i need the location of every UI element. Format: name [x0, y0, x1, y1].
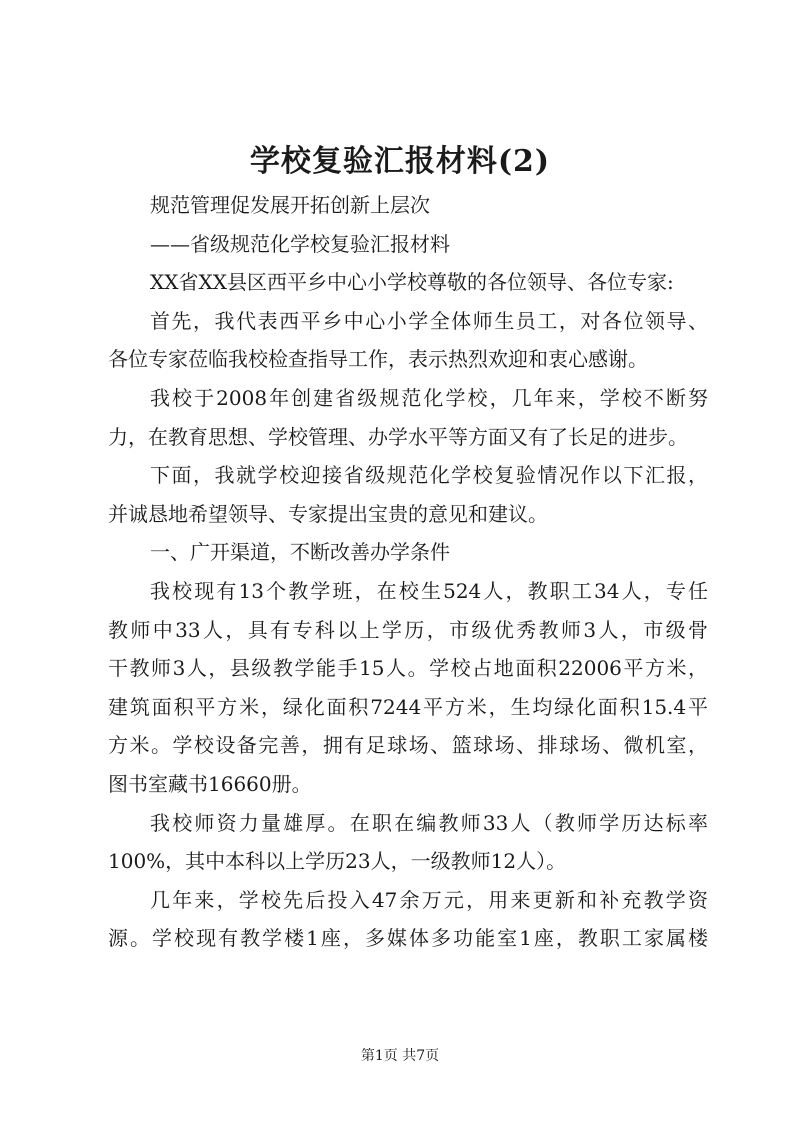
paragraph-line: 源。学校现有教学楼1座，多媒体多功能室1座，教职工家属楼	[108, 926, 708, 951]
page-footer: 第1页 共7页	[360, 1048, 440, 1064]
paragraph-line: 干教师3人，县级教学能手15人。学校占地面积22006平方米，	[108, 656, 708, 681]
paragraph-line: 我校现有13个教学班，在校生524人，教职工34人，专任	[150, 578, 708, 603]
paragraph-line: 我校于2008年创建省级规范化学校，几年来，学校不断努	[150, 385, 708, 410]
section-heading: 一、广开渠道，不断改善办学条件	[150, 540, 450, 565]
document-body	[108, 186, 708, 958]
paragraph-line: 各位专家莅临我校检查指导工作，表示热烈欢迎和衷心感谢。	[108, 347, 648, 372]
paragraph-line: 建筑面积平方米，绿化面积7244平方米，生均绿化面积15.4平	[108, 694, 708, 719]
paragraph-line: 力，在教育思想、学校管理、办学水平等方面又有了长足的进步。	[108, 424, 688, 449]
subtitle-dash-line: ——省级规范化学校复验汇报材料	[150, 231, 450, 256]
subtitle-line: 规范管理促发展开拓创新上层次	[150, 193, 430, 217]
paragraph-line: 图书室藏书16660册。	[108, 771, 312, 796]
paragraph-line: 下面，我就学校迎接省级规范化学校复验情况作以下汇报，	[150, 463, 708, 488]
paragraph-line: 首先，我代表西平乡中心小学全体师生员工，对各位领导、	[150, 308, 708, 333]
paragraph-line: 并诚恳地希望领导、专家提出宝贵的意见和建议。	[108, 501, 548, 526]
paragraph-line: 几年来，学校先后投入47余万元，用来更新和补充教学资	[150, 887, 708, 912]
paragraph-line: 我校师资力量雄厚。在职在编教师33人（教师学历达标率	[150, 810, 708, 835]
document-title: 学校复验汇报材料(2)	[249, 144, 551, 179]
paragraph-line: 100%，其中本科以上学历23人，一级教师12人）。	[108, 849, 567, 874]
paragraph-line: 方米。学校设备完善，拥有足球场、篮球场、排球场、微机室，	[108, 733, 708, 758]
salutation-line: XX省XX县区西平乡中心小学校尊敬的各位领导、各位专家:	[150, 270, 674, 295]
paragraph-line: 教师中33人，具有专科以上学历，市级优秀教师3人，市级骨	[108, 617, 708, 642]
